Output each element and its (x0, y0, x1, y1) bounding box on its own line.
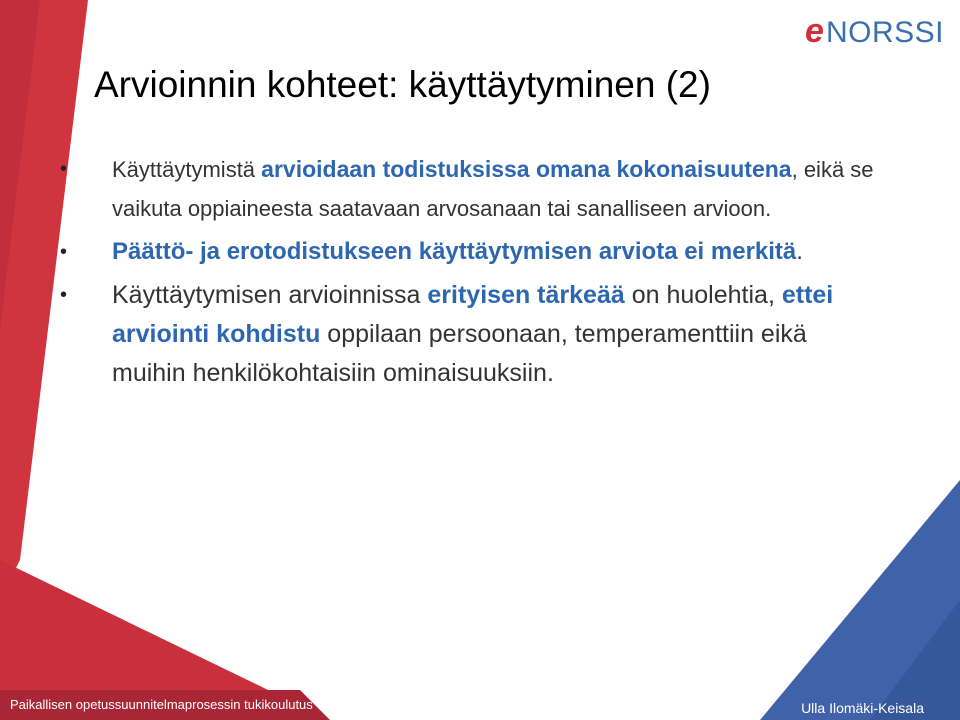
enorssi-logo (805, 14, 944, 48)
bullet-item (60, 276, 880, 393)
bullet-emphasis: ettei arviointi kohdistu (112, 281, 834, 348)
bullet-item (60, 150, 880, 228)
bullet-emphasis: Päättö- ja erotodistukseen käyttäytymisen arviota ei merkitä (112, 238, 797, 265)
bullet-text: . (796, 238, 803, 265)
logo-text: NORSSI (825, 16, 944, 49)
bullet-icon: • (60, 158, 68, 180)
bullet-text: Käyttäytymistä (112, 157, 262, 182)
footer-author: Ulla Ilomäki-Keisala (801, 700, 924, 716)
bullet-emphasis: arvioidaan todistuksissa omana kokonaisuutena (261, 156, 792, 182)
bullet-item (60, 234, 880, 270)
footer-course-name: Paikallisen opetussuunnitelmaprosessin tukikoulutus (10, 697, 313, 712)
bullet-emphasis: erityisen tärkeää (427, 281, 625, 309)
bullet-text: oppilaan persoonaan, temperamenttiin eikä muihin henkilökohtaisiin ominaisuuksiin. (112, 320, 807, 387)
bullet-icon: • (60, 241, 68, 263)
bullet-list (60, 150, 880, 393)
logo-e: e (805, 12, 824, 50)
slide-title: Arvioinnin kohteet: käyttäytyminen (2) (94, 64, 711, 105)
bullet-text: Käyttäytymisen arvioinnissa (112, 281, 428, 309)
bullet-text: on huolehtia, (624, 281, 782, 309)
bullet-icon: • (60, 284, 68, 306)
bullet-text: , eikä se vaikuta oppiaineesta saatavaan arvosanaan tai sanalliseen arvioon. (112, 157, 874, 221)
